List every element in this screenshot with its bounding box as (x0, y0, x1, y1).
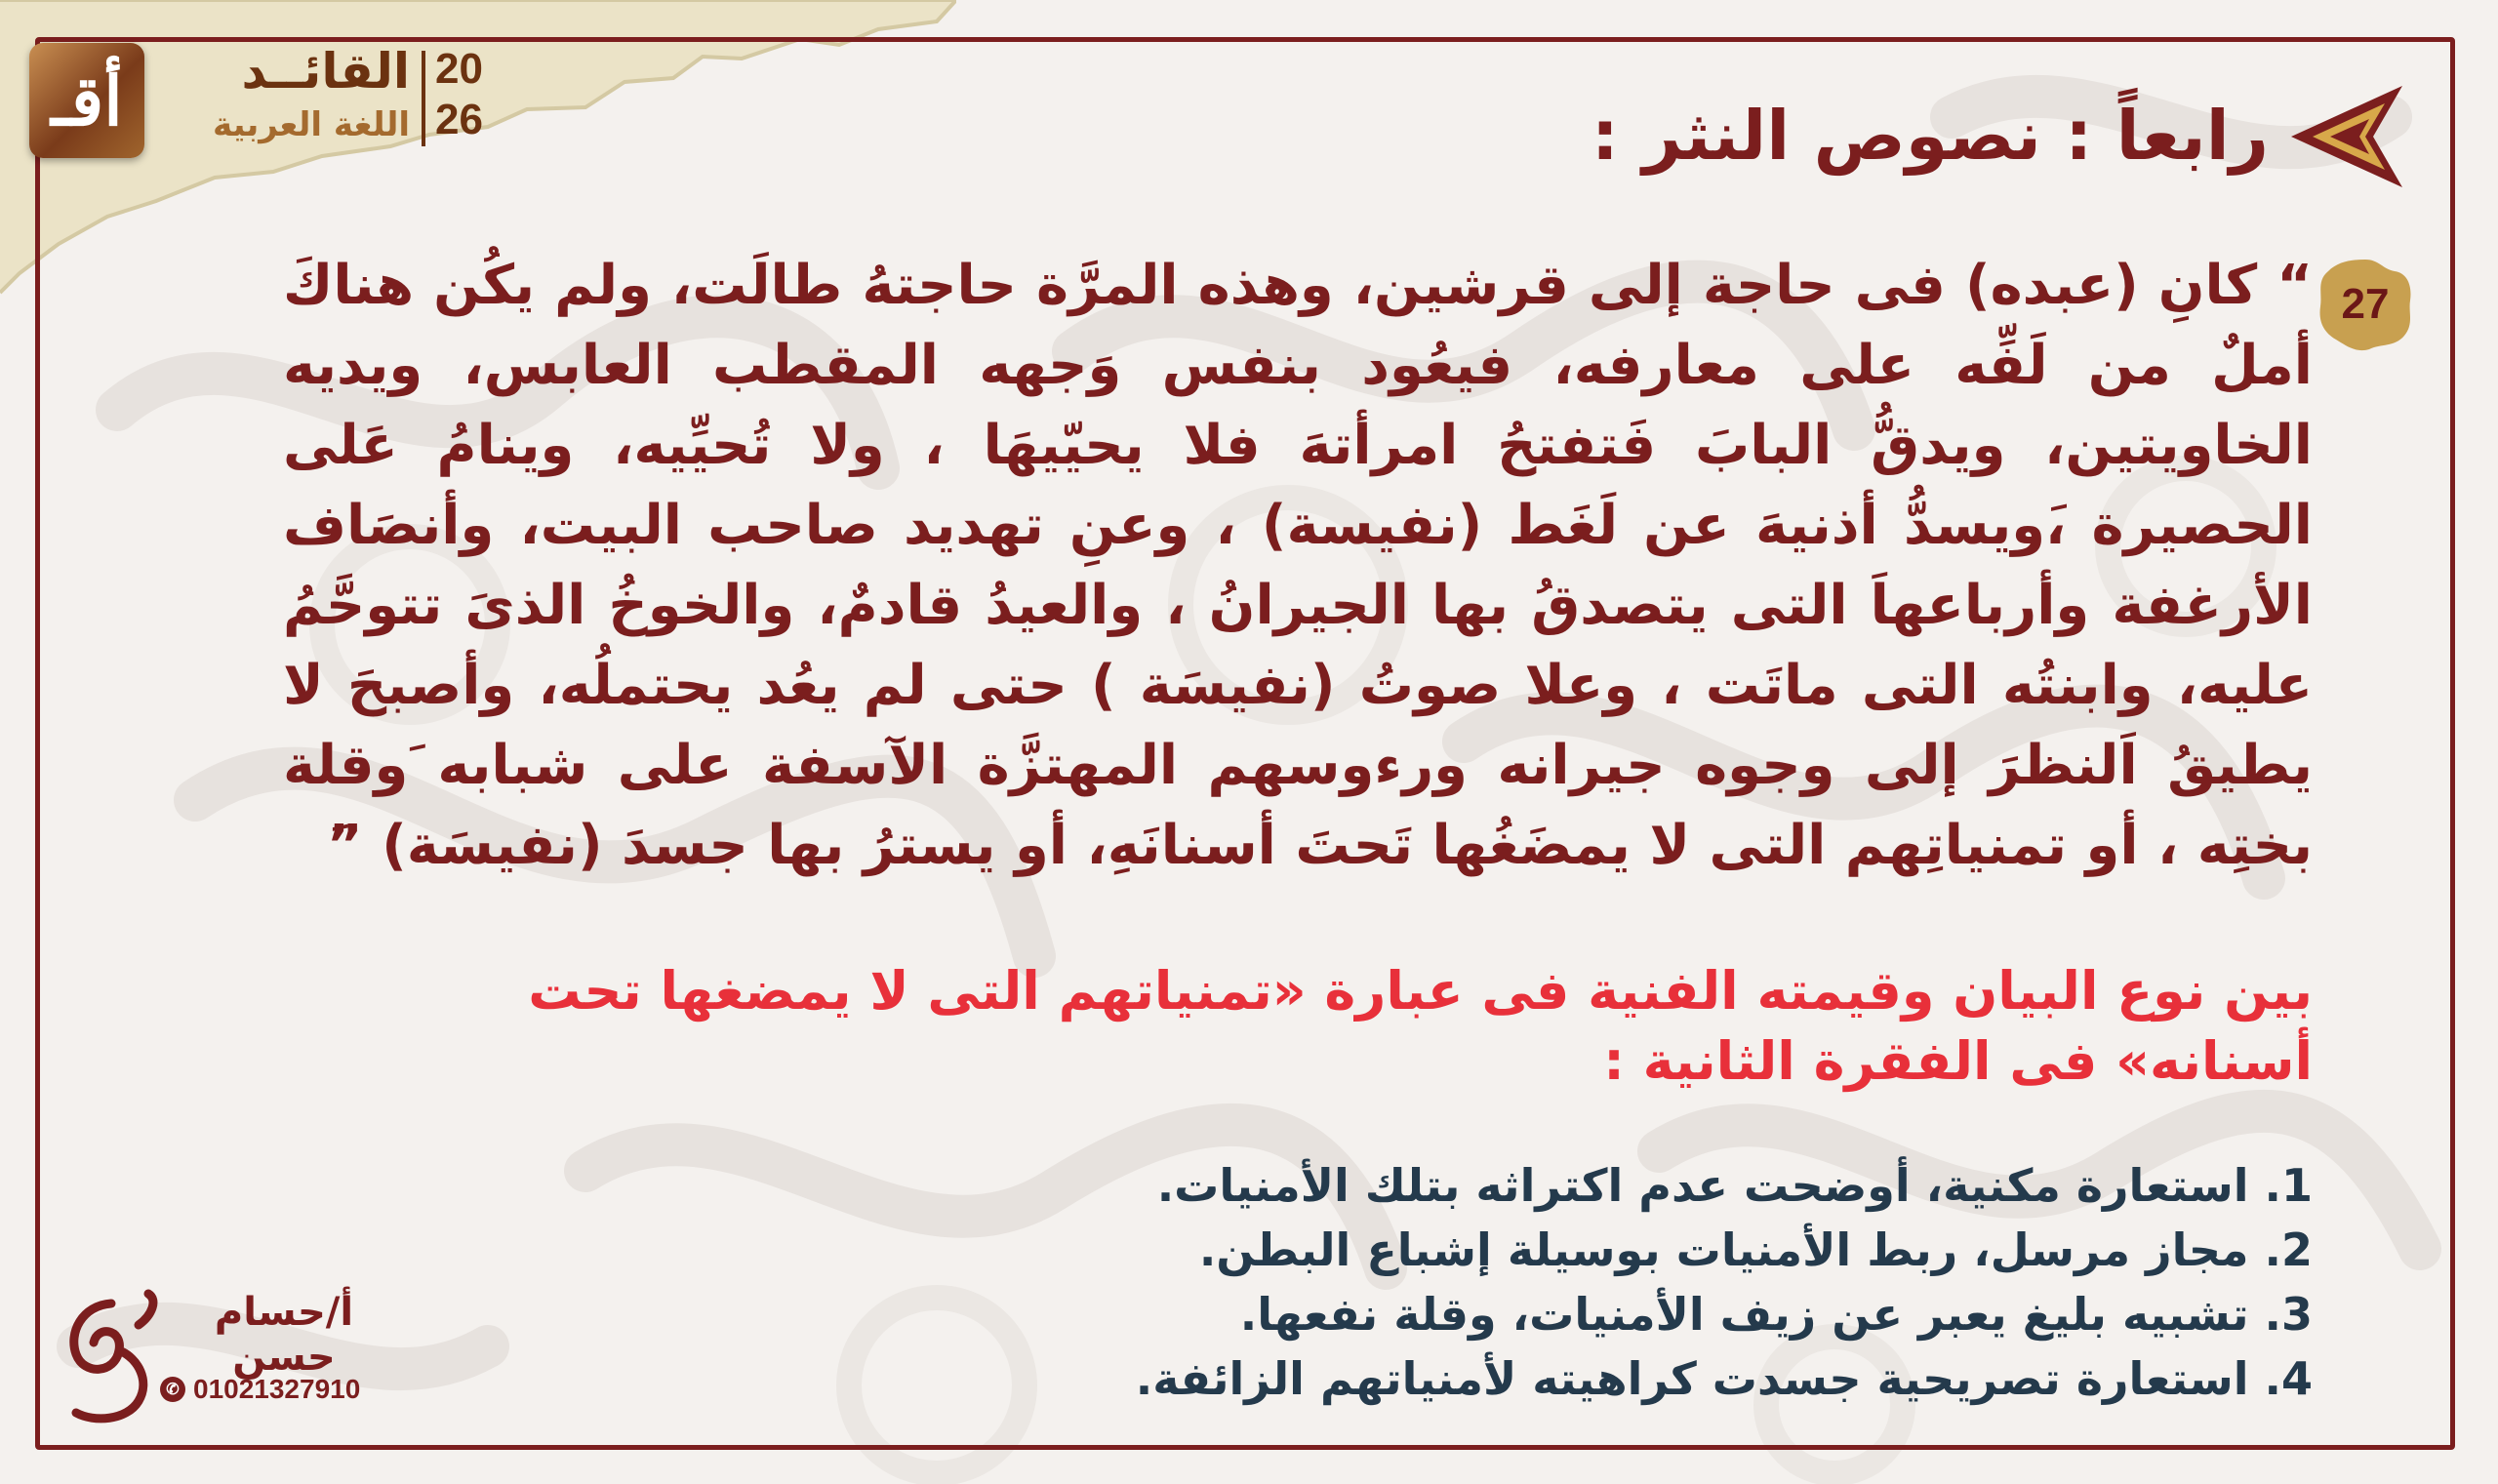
question-number: 27 (2341, 280, 2390, 328)
logo-badge (29, 43, 144, 158)
phone-number: 01021327910 (193, 1374, 361, 1404)
brand-title: القائــد (241, 43, 410, 100)
prose-passage: “ كانِ (عبده) فى حاجة إلى قرشين، وهذه المرَّة حاجتهُ طالَت، ولم يكُن هناكَ أملٌ من لَفِّه على معارفه، فيعُود بنفس وَجهه المقطب العابس، ويديه الخاويتين، ويدقُّ البابَ فَتفتحُ امرأتهَ فلا يحيّيهَا ، ولا تُحيِّيه، وينامُ عَلى الحصيرة ،َويسدُّ أذنيهَ عن لَغَط (نفيسة) ، وعنِ تهديد صاحب البيت، وأنصَاف الأرغفة وأرباعهاَ التى يتصدقُ بها الجيرانُ ، والعيدُ قادمٌ، والخوخُ الذىَ تتوحَّمُ عليه، وابنتُه التى ماتَت ، وعلا صوتُ (نفيسَة ) حتى لم يعُد يحتملُه، وأصبحَ لا يطيقُ اَلنظرَ إلى وجوه جيرانه ورءوسهم المهتزَّة الآسفة على شبابه َوقلة بختِه ، أو تمنياتِهم التى لا يمضَغُها تَحتَ أسنانَهِ، أو يسترُ بها جسدَ (نفيسَة) ”َ (283, 254, 2313, 877)
answer-option[interactable]: 3. تشبيه بليغ يعبر عن زيف الأمنيات، وقلة نفعها. (1239, 1288, 2313, 1341)
phone-icon: ✆ (160, 1377, 185, 1402)
arrow-left-icon (2283, 78, 2410, 195)
author-phone (160, 1374, 414, 1405)
brand-subtitle: اللغة العربية (213, 105, 410, 144)
author-name: أ/حسام حسن (214, 1290, 354, 1380)
logo-glyph: أقـ (51, 60, 123, 141)
author-signature (55, 1286, 367, 1432)
answer-options (976, 1153, 2313, 1411)
section-title: رابعاً : نصوص النثر : (1591, 96, 2269, 176)
brand-divider (422, 51, 425, 146)
answer-option[interactable]: 1. استعارة مكنية، أوضحت عدم اكتراثه بتلك الأمنيات. (1156, 1159, 2313, 1212)
question-number-badge (2315, 256, 2416, 353)
year-bottom: 26 (435, 96, 483, 143)
year-top: 20 (435, 45, 483, 93)
signature-mark-icon (55, 1286, 162, 1432)
answer-option[interactable]: 4. استعارة تصريحية جسدت كراهيته لأمنياتهم الزائفة. (1135, 1352, 2313, 1405)
answer-option[interactable]: 2. مجاز مرسل، ربط الأمنيات بوسيلة إشباع البطن. (1198, 1223, 2313, 1276)
question-text: بين نوع البيان وقيمته الفنية فى عبارة «تمنياتهم التى لا يمضغها تحت أسنانه» فى الفقرة الثانية : (528, 960, 2313, 1092)
